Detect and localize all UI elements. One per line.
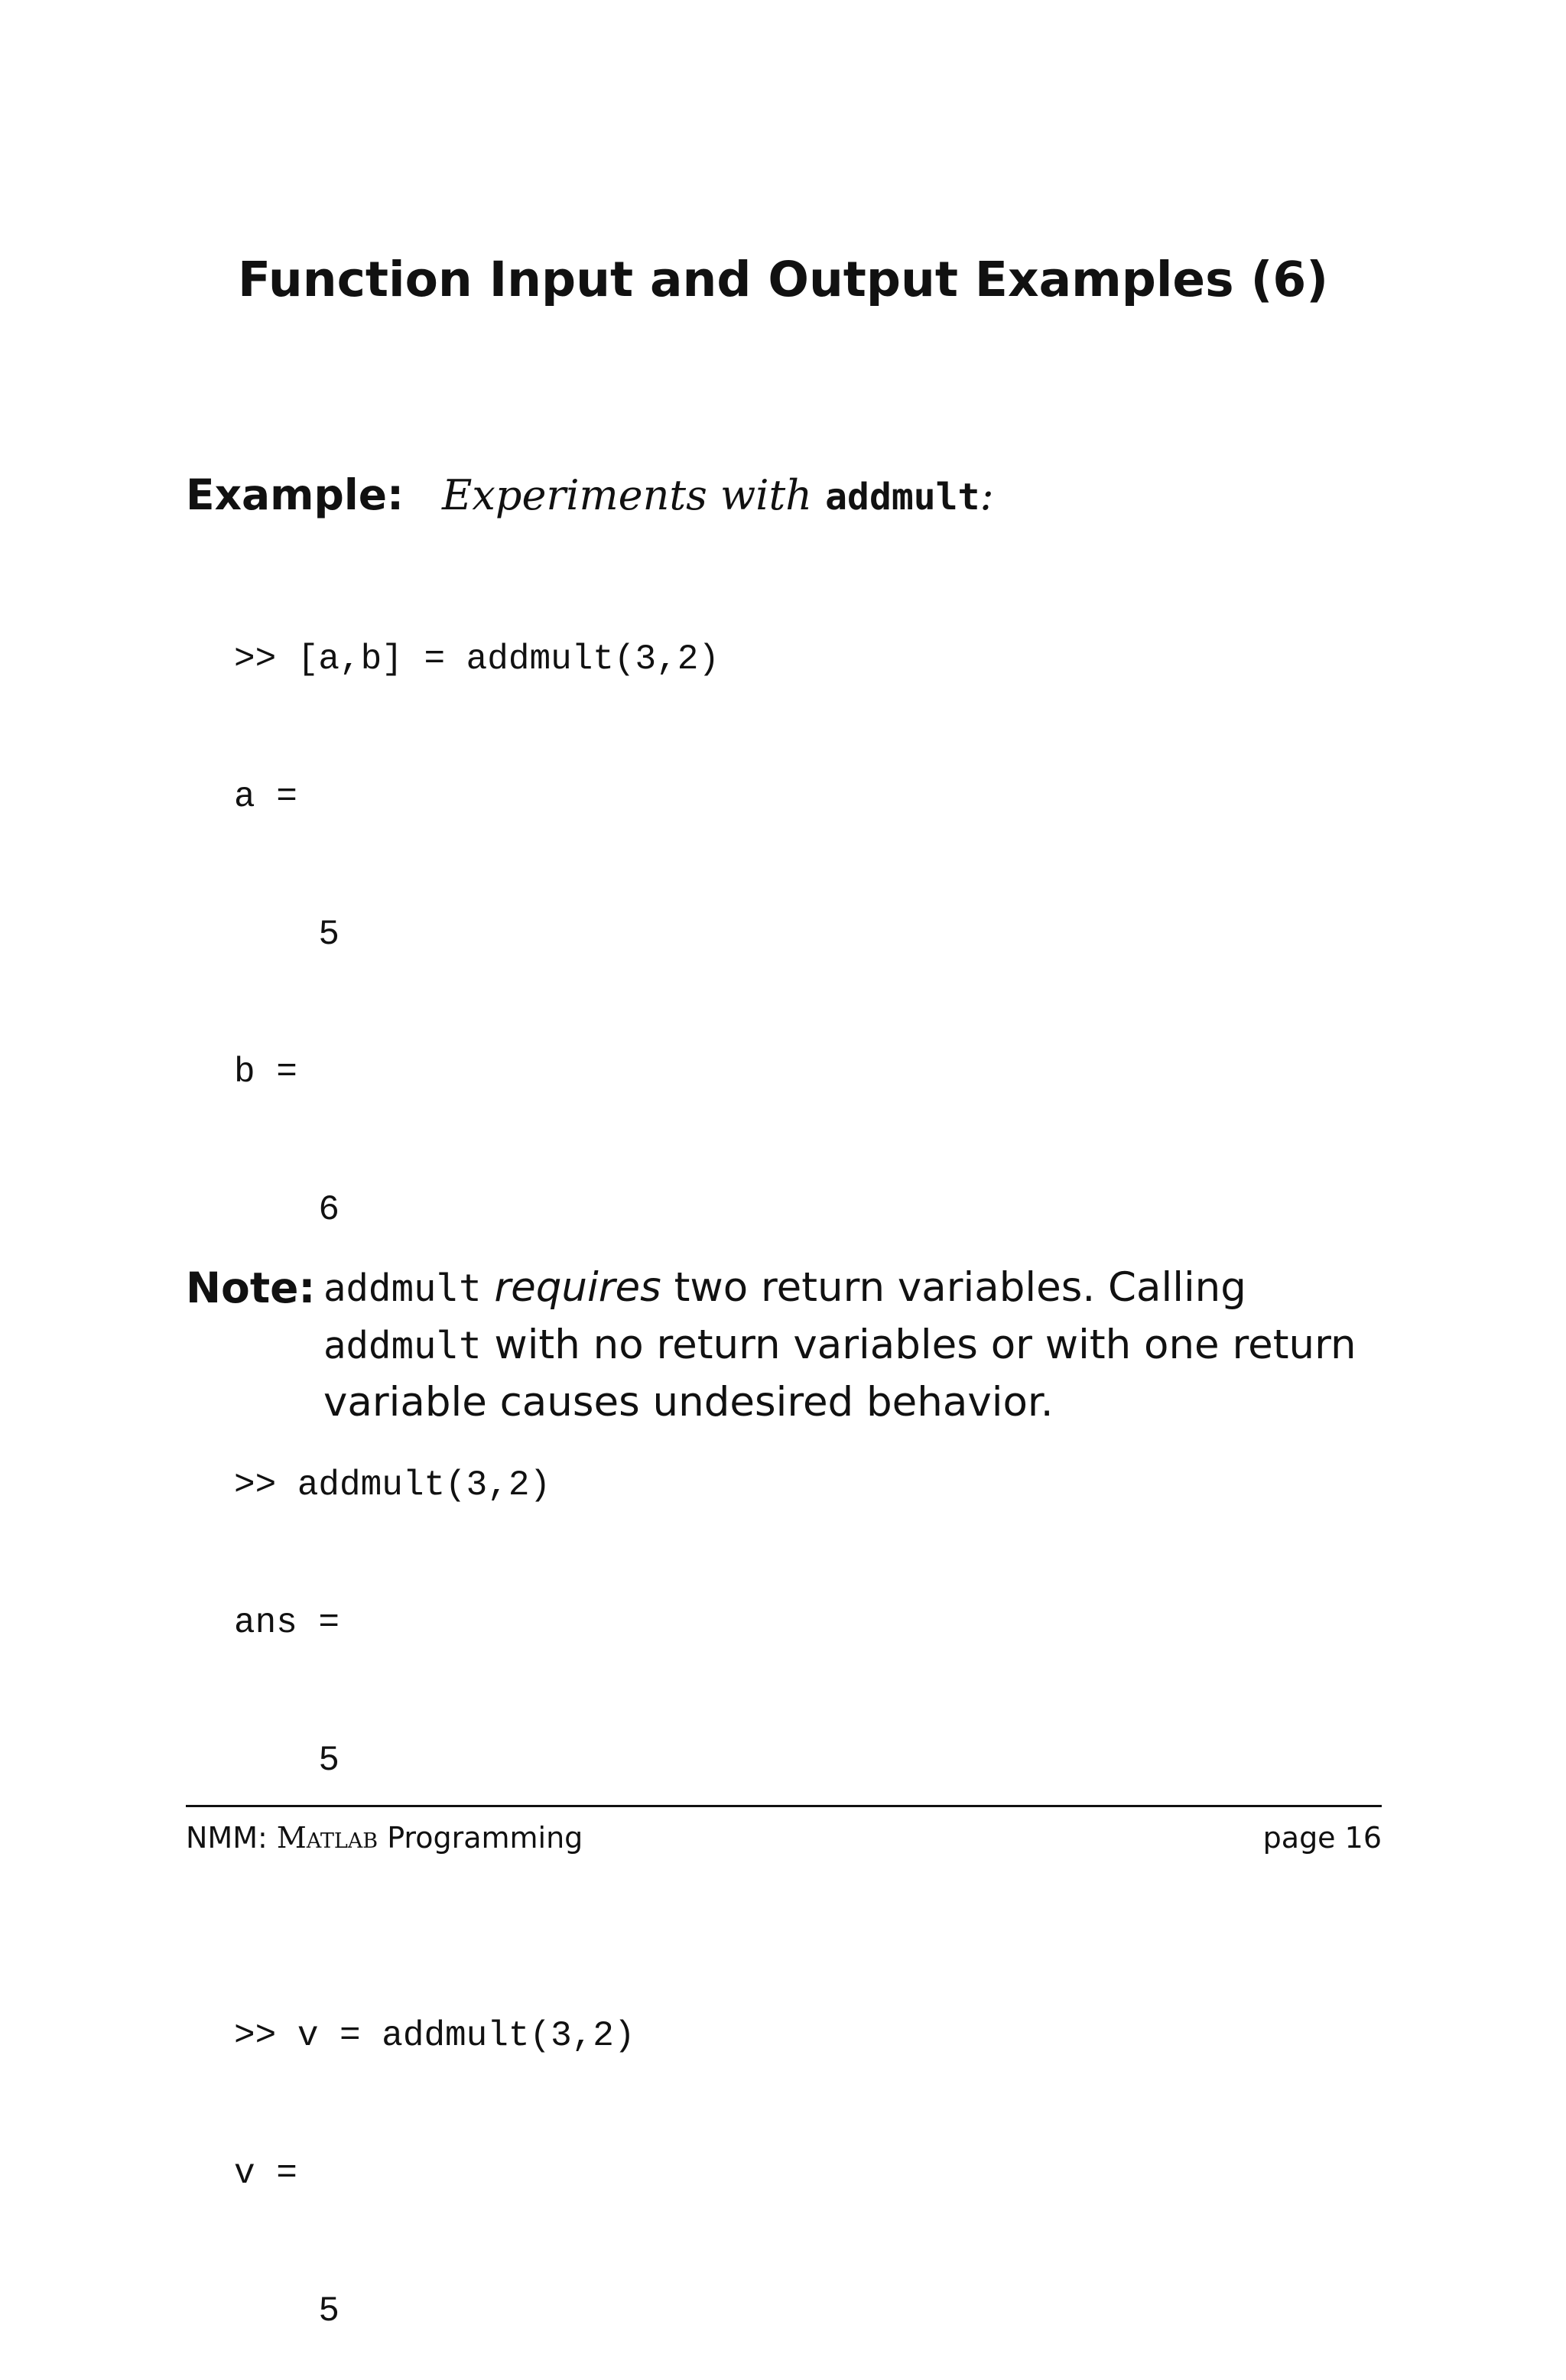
footer-matlab: Matlab <box>276 1821 379 1855</box>
footer-prefix: NMM: <box>186 1821 277 1855</box>
example-label: Example: <box>186 470 404 519</box>
footer-suffix: Programming <box>378 1821 583 1855</box>
matlab-session-code <box>234 545 720 2380</box>
example-heading <box>186 468 994 524</box>
note-function-name: addmult <box>323 1266 482 1310</box>
footer-page-number: page 16 <box>1262 1821 1382 1855</box>
note-text-part-2: with no return variables or with one return variable causes undesired behavior. <box>323 1322 1356 1426</box>
example-description <box>442 471 994 519</box>
example-colon: : <box>980 471 994 519</box>
note-text <box>323 1260 1379 1431</box>
note-emphasis: requires <box>494 1264 661 1311</box>
code-line: 6 <box>234 1190 340 1230</box>
code-line: ans = <box>234 1603 340 1643</box>
example-function-name: addmult <box>825 476 980 519</box>
code-line: >> v = addmult(3,2) <box>234 2016 635 2056</box>
code-line <box>234 1875 720 1921</box>
code-line: b = <box>234 1052 297 1092</box>
code-line: 5 <box>234 2291 340 2331</box>
code-line: >> addmult(3,2) <box>234 1465 551 1505</box>
code-line: >> [a,b] = addmult(3,2) <box>234 639 720 679</box>
code-line: a = <box>234 777 297 817</box>
footer-course-label <box>186 1819 583 1857</box>
note-label: Note: <box>186 1263 316 1312</box>
code-line: 5 <box>234 1741 340 1780</box>
note-text-part-1: two return variables. Calling <box>661 1264 1246 1311</box>
page-title: Function Input and Output Examples (6) <box>237 252 1329 307</box>
footer-divider <box>186 1805 1382 1807</box>
note-function-name-2: addmult <box>323 1324 482 1367</box>
code-line: v = <box>234 2154 297 2193</box>
code-line: 5 <box>234 915 340 954</box>
example-description-text: Experiments with <box>442 471 812 519</box>
